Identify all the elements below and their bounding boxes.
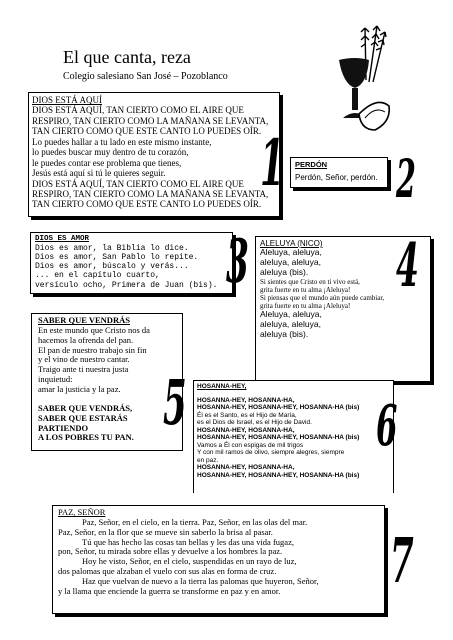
song-6-number: 6 xyxy=(376,393,398,459)
song-6-line: en paz. xyxy=(197,456,219,464)
song-2-number: 2 xyxy=(396,149,416,210)
song-1-line: lo puedes buscar muy dentro de tu corazón, xyxy=(32,147,189,158)
song-7-line: pon, Señor, tu mirada sobre ellas y devuelve a los hombres la paz. xyxy=(58,546,283,557)
song-5-line: SABER QUE VENDRÁS, xyxy=(38,402,133,413)
song-4-line: grita fuerte en tu alma ¡Aleluya! xyxy=(260,302,351,311)
song-4-line: grita fuerte en tu alma ¡Aleluya! xyxy=(260,285,351,294)
song-4-title: ALELUYA (NICO) xyxy=(260,239,323,248)
song-5-line: hacemos la ofrenda del pan. xyxy=(38,334,134,345)
song-3-line: Dios es amor, San Pablo lo repite. xyxy=(35,252,199,262)
song-7-line: Tú que has hecho las cosas tan bellas y les das una vida fugaz, xyxy=(82,536,294,547)
song-7-title: PAZ, SEÑOR xyxy=(58,507,106,517)
song-6-line: HOSANNA-HEY, HOSANNA-HA, xyxy=(197,426,295,434)
song-1-box xyxy=(28,92,280,217)
song-6-line: es el Dios de Israel, es el Hijo de David. xyxy=(197,419,312,427)
song-1-line: RESPIRO, TAN CIERTO COMO LA MAÑANA SE LEVANTA, xyxy=(32,188,269,199)
song-4-line: aleluya, aleluya, xyxy=(260,257,321,268)
song-6-line: HOSANNA-HEY, HOSANNA-HA, xyxy=(197,464,295,472)
song-6-line: Vamos a Él con espigas de mil trigos xyxy=(197,441,304,449)
song-4-line: Aleluya, aleluya, xyxy=(260,309,322,320)
song-1-number: 1 xyxy=(260,126,285,201)
song-1-line: TAN CIERTO COMO QUE ESTE CANTO LO PUEDES OÍR. xyxy=(32,199,262,210)
chalice-bread-wheat-icon xyxy=(333,22,391,140)
song-4-line: aleluya (bis). xyxy=(260,266,309,277)
song-7-line: Paz, Señor, en el cielo, en la tierra. Paz, Señor, en las olas del mar. xyxy=(82,516,308,527)
song-7-line: Haz que vuelvan de nuevo a la tierra las palomas que huyeron, Señor, xyxy=(82,576,319,587)
song-7-line: Hoy he visto, Señor, en el cielo, suspendidas en un rayo de luz, xyxy=(82,556,297,567)
song-1-line: DIOS ESTÁ AQUÍ, TAN CIERTO COMO EL AIRE QUE xyxy=(32,178,244,189)
song-2-title: PERDÓN xyxy=(295,160,328,169)
song-5-box xyxy=(31,313,183,451)
song-4-line: Si sientes que Cristo en ti vivo está, xyxy=(260,277,360,286)
song-7-number: 7 xyxy=(390,524,414,597)
song-3-title: DIOS ES AMOR xyxy=(35,235,90,243)
song-6-line: HOSANNA-HEY, HOSANNA-HEY, HOSANNA-HA (bis) xyxy=(197,434,360,442)
song-3-box xyxy=(30,232,233,294)
song-6-line: HOSANNA-HEY, HOSANNA-HEY, HOSANNA-HA (bis) xyxy=(197,471,360,479)
song-5-line: amar la justicia y la paz. xyxy=(38,384,121,395)
song-3-number: 3 xyxy=(226,227,249,297)
song-6-box xyxy=(193,380,394,493)
song-1-line: Jesús está aquí si tú le quieres seguir. xyxy=(32,168,166,179)
song-3-line: Dios es amor, la Biblia lo dice. xyxy=(35,243,189,253)
song-5-line: En este mundo que Cristo nos da xyxy=(38,324,150,335)
page-subtitle: Colegio salesiano San José – Pozoblanco xyxy=(63,71,228,82)
song-6-line: HOSANNA-HEY, HOSANNA-HEY, HOSANNA-HA (bis) xyxy=(197,404,360,412)
song-1-title: DIOS ESTÁ AQUÍ xyxy=(32,95,103,105)
song-5-line: El pan de nuestro trabajo sin fin xyxy=(38,344,147,355)
song-7-box xyxy=(52,505,385,614)
song-1-line: DIOS ESTÁ AQUÍ, TAN CIERTO COMO EL AIRE QUE xyxy=(32,105,244,116)
song-5-line: inquietud: xyxy=(38,374,73,385)
song-6-title: HOSANNA-HEY, xyxy=(197,383,247,390)
song-5-line: A LOS POBRES TU PAN. xyxy=(38,432,134,443)
song-6-line: HOSANNA-HEY, HOSANNA-HA, xyxy=(197,396,295,404)
song-1-line: TAN CIERTO COMO QUE ESTE CANTO LO PUEDES OÍR. xyxy=(32,126,262,137)
song-3-line: Dios es amor, búscalo y verás... xyxy=(35,262,189,272)
song-5-line: y el vino de nuestro cantar. xyxy=(38,354,130,365)
song-6-line: Y con mil ramos de olivo, siempre alegres, siempre xyxy=(197,449,345,457)
song-1-line: Lo puedes hallar a tu lado en este mismo instante, xyxy=(32,136,212,147)
song-5-line: SABER QUE ESTARÁS xyxy=(38,412,128,423)
song-5-line: Traigo ante ti nuestra justa xyxy=(38,364,129,375)
song-5-title: SABER QUE VENDRÁS xyxy=(38,315,130,325)
song-5-line: PARTIENDO xyxy=(38,422,89,433)
song-4-line: aleluya (bis). xyxy=(260,329,309,339)
song-4-line: Si piensas que el mundo aún puede cambiar, xyxy=(260,294,385,303)
song-5-number: 5 xyxy=(163,366,187,439)
song-4-number: 4 xyxy=(396,231,419,301)
song-6-line: Él es el Santo, es el Hijo de María, xyxy=(197,411,297,419)
song-2-box xyxy=(290,157,388,188)
song-2-line: Perdón, Señor, perdón. xyxy=(295,172,378,182)
song-7-line: Paz, Señor, en la flor que se mueve sin saberlo la brisa al pasar. xyxy=(58,526,273,537)
song-4-line: aleluya, aleluya, xyxy=(260,319,321,330)
page-title: El que canta, reza xyxy=(63,47,191,67)
song-3-line: ... en el capítulo cuarto, xyxy=(35,271,160,281)
song-7-line: y la llama que enciende la guerra se transforme en paz y en amor. xyxy=(58,585,281,596)
song-7-line: dos palomas que alzaban el vuelo con sus alas en forma de cruz. xyxy=(58,566,277,577)
song-3-line: versículo ocho, Primera de Juan (bis). xyxy=(35,280,218,290)
song-1-line: le puedes contar ese problema que tienes, xyxy=(32,157,182,168)
song-4-line: Aleluya, aleluya, xyxy=(260,247,322,258)
song-1-line: RESPIRO, TAN CIERTO COMO LA MAÑANA SE LEVANTA, xyxy=(32,115,269,126)
